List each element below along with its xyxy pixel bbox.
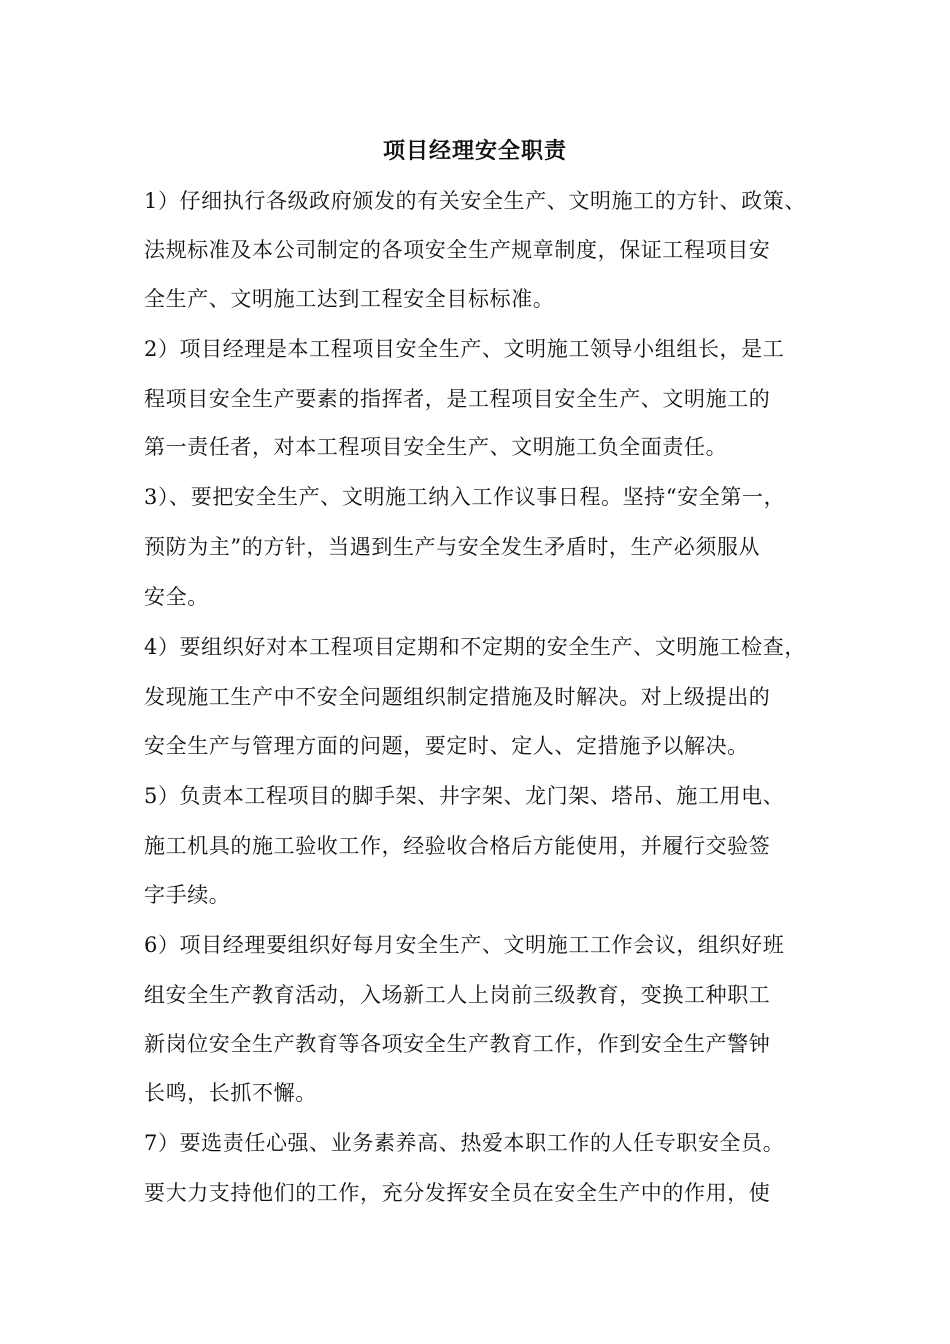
text-line: 5）负责本工程项目的脚手架、井字架、龙门架、塔吊、施工用电、: [144, 784, 785, 808]
document-title: 项目经理安全职责: [382, 138, 567, 164]
text-line: 4）要组织好对本工程项目定期和不定期的安全生产、文明施工检查，: [144, 635, 806, 659]
text-line: 组安全生产教育活动，入场新工人上岗前三级教育，变换工种职工: [144, 983, 771, 1007]
text-line: 发现施工生产中不安全问题组织制定措施及时解决。对上级提出的: [144, 685, 771, 709]
text-line: 程项目安全生产要素的指挥者，是工程项目安全生产、文明施工的: [144, 387, 771, 411]
text-line: 7）要选责任心强、业务素养高、热爱本职工作的人任专职安全员。: [144, 1131, 785, 1155]
text-line: 1）仔细执行各级政府颁发的有关安全生产、文明施工的方针、政策、: [144, 189, 806, 213]
text-line: 第一责任者，对本工程项目安全生产、文明施工负全面责任。: [144, 435, 728, 459]
text-line: 预防为主”的方针，当遇到生产与安全发生矛盾时，生产必须服从: [144, 535, 761, 559]
text-line: 2）项目经理是本工程项目安全生产、文明施工领导小组组长，是工: [144, 337, 785, 361]
text-line: 施工机具的施工验收工作，经验收合格后方能使用，并履行交验签: [144, 834, 771, 858]
text-line: 要大力支持他们的工作，充分发挥安全员在安全生产中的作用，使: [144, 1181, 771, 1205]
text-line: 安全生产与管理方面的问题，要定时、定人、定措施予以解决。: [144, 734, 749, 758]
text-line: 字手续。: [144, 883, 231, 907]
text-line: 新岗位安全生产教育等各项安全生产教育工作，作到安全生产警钟: [144, 1032, 771, 1056]
text-line: 法规标准及本公司制定的各项安全生产规章制度，保证工程项目安: [144, 238, 771, 262]
text-line: 安全。: [144, 585, 209, 609]
text-line: 全生产、文明施工达到工程安全目标标准。: [144, 287, 555, 311]
text-line: 6）项目经理要组织好每月安全生产、文明施工工作会议，组织好班: [144, 933, 785, 957]
text-line: 3）、要把安全生产、文明施工纳入工作议事日程。坚持“安全第一，: [144, 485, 786, 509]
text-line: 长鸣，长抓不懈。: [144, 1081, 317, 1105]
